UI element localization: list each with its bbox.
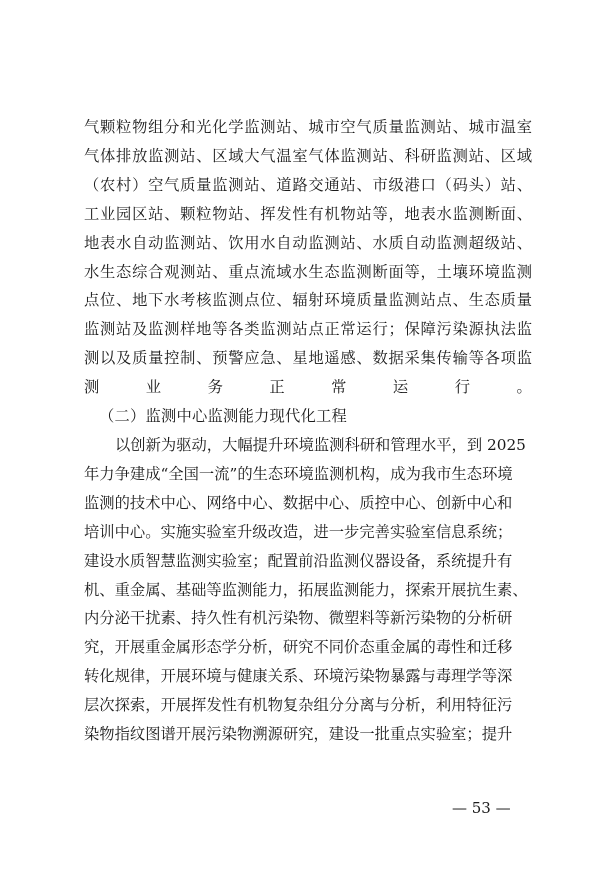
text-line: 监测站及监测样地等各类监测站点正常运行；保障污染源执法监 — [84, 320, 532, 339]
text-line: 监测的技术中心、网络中心、数据中心、质控中心、创新中心和 — [84, 493, 513, 512]
text-line: 工业园区站、颗粒物站、挥发性有机物站等，地表水监测断面、 — [84, 204, 532, 223]
text-line: 机、重金属、基础等监测能力，拓展监测能力，探索开展抗生素、 — [84, 580, 528, 599]
text-line: 地表水自动监测站、饮用水自动监测站、水质自动监测超级站、 — [84, 233, 532, 252]
page-number: — 53 — — [452, 799, 511, 817]
text-line: 转化规律，开展环境与健康关系、环境污染物暴露与毒理学等深 — [84, 667, 513, 686]
text-line: 染物指纹图谱开展污染物溯源研究，建设一批重点实验室；提升 — [84, 725, 513, 744]
text-line: 气体排放监测站、区域大气温室气体监测站、科研监测站、区域 — [84, 146, 532, 165]
text-line: 测业务正常运行。 — [84, 378, 532, 397]
text-line: 层次探索，开展挥发性有机物复杂组分分离与分析，利用特征污 — [84, 696, 513, 715]
text-line: 年力争建成“全国一流”的生态环境监测机构，成为我市生态环境 — [84, 464, 513, 483]
paragraph-1 — [84, 113, 532, 402]
text-line: 培训中心。实施实验室升级改造，进一步完善实验室信息系统； — [84, 522, 513, 541]
text-line: 建设水质智慧监测实验室；配置前沿监测仪器设备，系统提升有 — [84, 551, 513, 570]
paragraph-2 — [84, 431, 532, 749]
text-line: 气颗粒物组分和光化学监测站、城市空气质量监测站、城市温室 — [84, 118, 532, 136]
section-heading: （二）监测中心监测能力现代化工程 — [99, 407, 347, 426]
text-line: 以创新为驱动，大幅提升环境监测科研和管理水平，到 2025 — [115, 435, 526, 454]
text-line: 点位、地下水考核监测点位、辐射环境质量监测站点、生态质量 — [84, 291, 532, 310]
text-line: 究，开展重金属形态学分析，研究不同价态重金属的毒性和迁移 — [84, 638, 513, 657]
text-line: 测以及质量控制、预警应急、星地遥感、数据采集传输等各项监 — [84, 349, 532, 368]
text-line: 水生态综合观测站、重点流域水生态监测断面等，土壤环境监测 — [84, 262, 532, 281]
text-line: （农村）空气质量监测站、道路交通站、市级港口（码头）站、 — [84, 175, 532, 194]
text-line: 内分泌干扰素、持久性有机污染物、微塑料等新污染物的分析研 — [84, 609, 513, 628]
body-text — [84, 113, 532, 749]
